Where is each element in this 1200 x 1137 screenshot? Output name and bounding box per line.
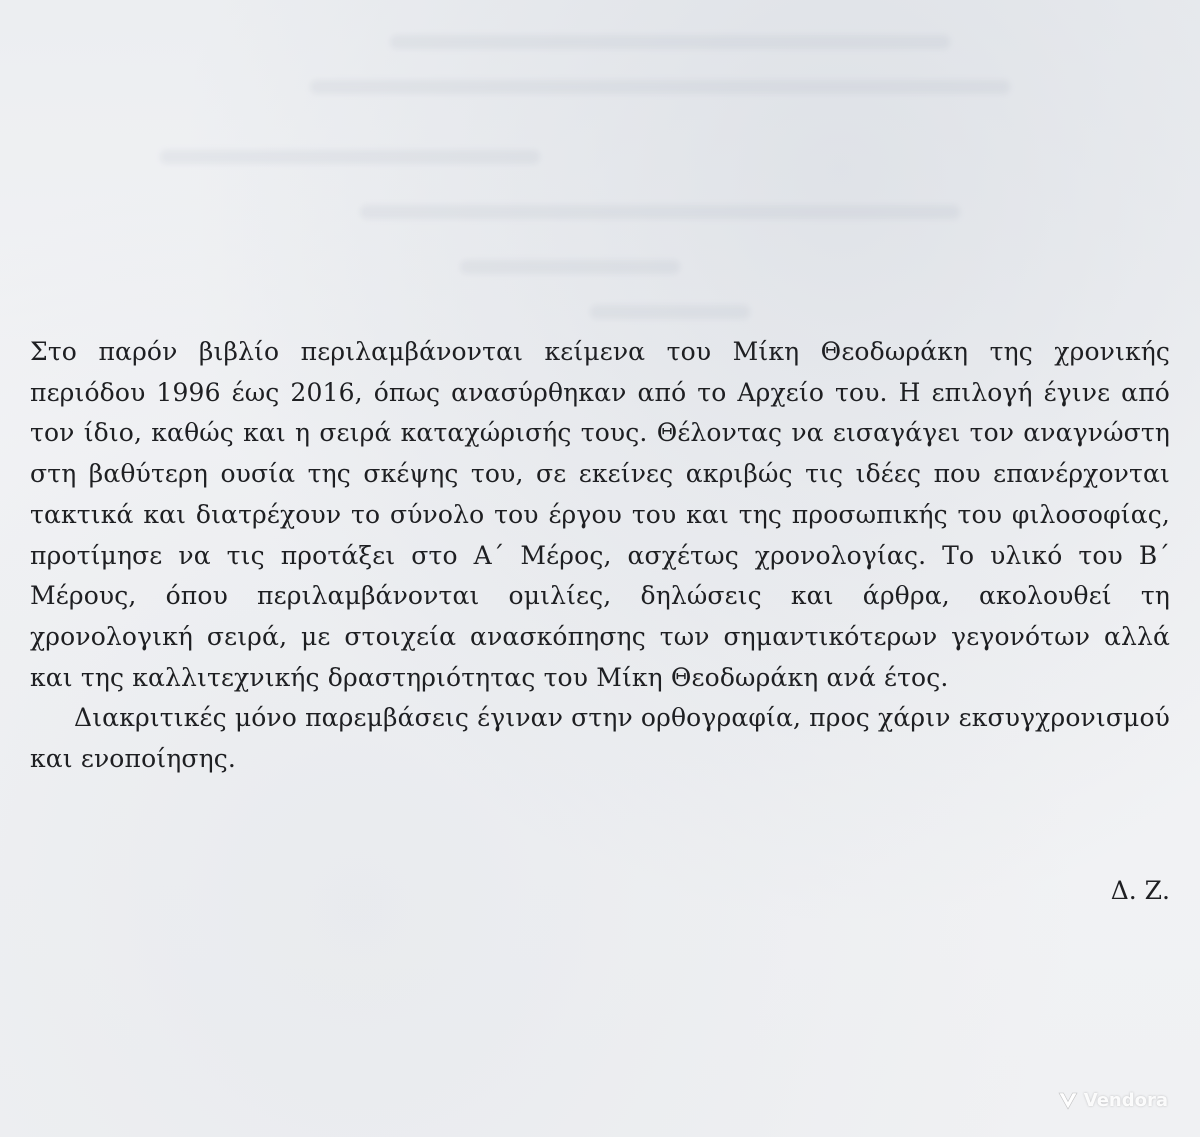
text-line: βάνονται ομιλίες, δηλώσεις και άρθρα, ακολουθεί τη χρονολογική σειρά, με <box>30 581 1170 651</box>
vendora-watermark <box>1058 1090 1168 1111</box>
preface-paragraph-2 <box>30 698 1170 779</box>
bleed-through-text <box>300 30 1160 330</box>
text-line: στο Α΄ Μέρος, ασχέτως χρονολογίας. Το υλικό του Β΄ Μέρους, όπου περιλαμ <box>30 540 1170 611</box>
text-line: νικής περιόδου 1996 έως 2016, όπως ανασύρθηκαν από το Αρχείο του. Η <box>30 337 1170 407</box>
preface-paragraph-1 <box>30 332 1170 698</box>
text-line: να εισαγάγει τον αναγνώστη στη βαθύτερη ουσία της σκέψης του, σε εκείνες <box>30 418 1170 489</box>
watermark-text: Vendora <box>1083 1090 1168 1111</box>
text-line: συγχρονισμού και ενοποίησης. <box>30 703 1170 774</box>
text-line: επιλογή έγινε από τον ίδιο, καθώς και η σειρά καταχώρισής τους. Θέλοντας <box>30 377 1170 448</box>
text-line: έργου του και της προσωπικής του φιλοσοφίας, προτίμησε να τις προτάξει <box>30 499 1170 570</box>
book-page-text <box>30 332 1170 780</box>
vendora-v-icon <box>1058 1092 1078 1110</box>
text-line: στοιχεία ανασκόπησης των σημαντικότερων γεγονότων αλλά και της καλλι <box>30 621 1171 692</box>
text-line: Διακριτικές μόνο παρεμβάσεις έγιναν στην ορθογραφία, προς χάριν εκ <box>74 703 988 733</box>
text-line: ακριβώς τις ιδέες που επανέρχονται τακτικά και διατρέχουν το σύνολο του <box>30 459 1170 529</box>
text-line: Στο παρόν βιβλίο περιλαμβάνονται κείμενα του Μίκη Θεοδωράκη της χρο <box>30 337 1100 366</box>
author-initials: Δ. Ζ. <box>1110 876 1170 905</box>
text-line: τεχνικής δραστηριότητας του Μίκη Θεοδωράκη ανά έτος. <box>206 662 949 692</box>
